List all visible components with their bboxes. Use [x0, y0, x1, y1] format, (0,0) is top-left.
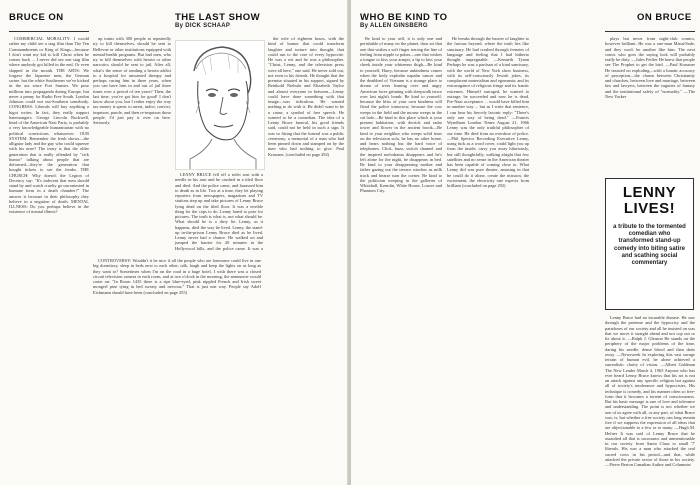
section-head-bruce-on: BRUCE ON — [9, 12, 64, 23]
article-byline: By DICK SCHAAP — [175, 23, 231, 29]
paragraph: Lenny Bruce had an incurable disease. He saw through the pretense and the hypocrisy and the paradoxes of our society and all he insisted on was that we move it straight ahead and not cop out or lie about it. —Ralph J. Gleason He stands on the periphery of the major problems of the time, daring his needle, dense blood and then darts away. —Newsweek In exploring this vast savage terrain of human evil, he alone achieved a surrealistic clarity of vision. —Albert Goldman The New Leader March 4, 1965 Anyone who has ever heard Lenny Bruce knows that his art is not an attack against any specific religion but against all of society's intolerance and hypocrisies. His technique is comedy, and his manner often so free-form that it becomes a torrent of consciousness. But his basic message is one of love and tolerance and understanding. The point is not whether we one of us agree with all, or any part, of what Bruce was; is, but whether a free society can long remain free if we suppress the expression of all ideas that are objectionable to a few or to many. —Hugh M. Hefner It was said of Lenny Bruce that he assaulted all that is sacrosanct and unmentionable in our society from Santa Claus to small '7' liberals. His was a man who attacked the real sacred cows in his period—and that, while attacked the private sector of those in his society. —Pierre Berton Canadian Author and Columnist — [605, 315, 695, 467]
section-head-on-bruce: ON BRUCE — [637, 12, 692, 23]
show-text-column-1-bottom — [175, 172, 263, 252]
rule — [9, 31, 89, 32]
bruce-text-column-2-bottom — [93, 258, 261, 476]
paragraph: the wife of eighteen hours, with the kind of humor that could transform laughter and torture into thought, that could run to the core of every hypocrite. He was a wit and he was a philosopher. "Christ, Lenny, and the television press were all here," one said. He never sold out, not even to his friends. He thought that the premise situated in his support, signed by Reinhold Niebuhr and Elizabeth Taylor and almost everyone in between—Lenny could have done something with that image—was ridiculous. He wanted nothing to do with it. He didn't want to be a cause, a symbol of free speech. He wanted to be a comedian. The idea of a Lenny Bruce funeral, his good friends said, could not be held in such a sign. It was so fitting that the funeral was a public ceremony, a memorial of a man who had been pinned down and stamped on by the men who had nothing to give. Paul Krassner, (concluded on page 292) — [268, 36, 344, 157]
tributes-column-2-top — [605, 36, 695, 174]
paragraph: up trains with 300 people at repeatedly try to kill themselves, should be sent to Bellevue or other institutions equipped with mental-health programs. But bad men, who try to kill themselves with heroin or other narcotics should be sent to jail. After all, what's the sense of sending a heroin addict to a hospital for unwanted therapy and perhaps curing him in three years, when you can have him in and out of jail three times over a period of ten years? Then, the last time, you've got him for good! I don't know about you, but I rather enjoy the way tax money is spent: to arrest, indict, convict, imprison, parole, and then re-imprison those people. I'd just pay it over on here. Seriously. — [93, 36, 171, 125]
bruce-text-column-1 — [9, 36, 89, 476]
paragraph: COMMERCIAL MORALITY: I would rather my child see a stag film than The Ten Commandments or King of Kings—because I don't want my kid to kill Christ when he comes back ... I never did see one stag film where anybody got killed in the end. Or even slapped in the mouth. THE ARTS: We forgave the Japanese men, the German swine, but the white Southerner we've kicked in the ass since Fort Sumter. We pour millions into propaganda during Europe, but never a penny for Radio Free South. Lyndon Johnson could not out-Southern somebody. CONGRESS: Liberals will buy anything a bigot writes. In fact, they really support hatemongers. George Lincoln Rockwell, head of the American Nazi Party, is probably a very knowledgeable humanitarian with no political convictions whatsoever. OUR SYSTEM: Remember the fresh shows—the alligator lady and the guy who could squeeze with his nose? The irony is that the older generation that is really offended by "sick humor" talking about people that are deformed—they're the generation that bought tickets to see the freaks. THE CHURCH: Why doesn't the Legion of Decency say: "It's indecent that men should stand by and watch cruelty go uncontested in humane form in a death chamber?" The answer is because in their philosophy they believe in a negation of death. MENTAL ILLNESS: Do you perhaps believe in the existence of mental illness? — [9, 36, 89, 215]
paragraph: LENNY BRUCE fell off a toilet seat with a needle in his arm and he crashed in a tiled floor and died. And the police came, and harassed him to death as in life. Two at a time, they let playing reporters from newspapers, magazines and TV stations step up and take pictures of Lenny Bruce lying dead on the tiled floor. It was a terrible thing for the cops to do. Lenny hated to pose for pictures. The truth is what is, not what should be. What should be is a dirty lie. Lenny, as it happens, died the way he lived. Lenny, the stand-up in-the-prison Lenny Bruce died as he lived. Lenny never had a chance. He walked on and jumped the barrier for 20 minutes in the Hollywood hills, and the police came. It was a — [175, 172, 263, 251]
poem-byline: By ALLEN GINSBERG — [360, 23, 428, 29]
poem-title: WHO BE KIND TO — [360, 12, 448, 23]
poem-column — [360, 36, 442, 476]
paragraph: He breaks through the barrier of laughter to the furious beyond, where the truth lies like sanctuary. He had crashed through frenzies of language and feeling that I had hitherto thought impregnable. —Kenneth Tynan Perhaps he was a partisan of a kind sanctuary, with the world of New York show business, with its self-consciously Jewish jokes, its complacent materialism and egomania; and its extravagance of religious fringe and its frantic extremes. Himself outraged, he wanted to outrage; he succeeded and now he is dead. Pre-Nazi acceptance ... would have killed him in another way ... but as I write that sentence, I can hear his fiercely laconic reply: "There's only one way of being dead." —Francis Wyndham London Times August 21, 1966 Lenny was the only truthful philosopher of our time. He died from an overdose of police. —Phil Spector Recording Executive Lenny, using fuck as a word cover, could light you up from the inside, carry you away hilariously, but still thoughtfully, walking alright that few satellites and no sense in the American theater has been capable of coming close to. What Lenny did was pure theater, amusing in that he could do it alone, create the mission, the excitement, the electricity one expects from brilliant (concluded on page 292) — [447, 36, 529, 188]
tributes-column-2-bottom — [605, 315, 695, 476]
paragraph: CONTROVERSY: Wouldn't it be nice if all the people who are lonesome could live in one big dormitory, sleep in beds next to each other, talk, laugh and keep the lights on as long as they want to? Sometimes when I'm on the road in a huge hotel, I wish there was a closed circuit television camera in each room, and at two o'clock in the morning, the announcer would come on: "In Room 1435 there is a ripe blue-eyed, pink nippled French and Irish sweet mongrel pine tying in bed sweaty and nervous." That is just one way. People say Adolf Eichmann should have been (concluded on page 255) — [93, 258, 261, 295]
bruce-text-column-2 — [93, 36, 171, 251]
tributes-column-1 — [447, 36, 529, 476]
title-box — [605, 178, 694, 310]
box-subhead: a tribute to the tormented comedian who transformed stand-up comedy into biting satire and scathing social commentary — [613, 224, 686, 267]
box-headline: LENNY LIVES! — [622, 184, 677, 217]
paragraph: plays but never from night-club comics, however brilliant. He was a one-man Marat/Sade, and they won't be another like him. The next comic who goes the saying luck will probably really be dirty. —Jules Feiffer He knew that people see The Prophet to get the bird. —Paul Krassner He insisted on exploding—with a lunatic accuracy of perception—the chasm between Christianity and churches, between love and marriage, between law and lawyers, between the vagaries of fantasy and the institutional safety of "normality." —The New Yorker — [605, 36, 695, 99]
paragraph: Be kind to your self, it is only one and perishable of many on the planet, thou art that one that wishes a soft finger tracing the line of feeling from nipple to pubes—one that wishes a tongue to kiss your armpit, a lip to kiss your cheek inside your whiteness thigh—Be kind to yourself, Harry, because unkindness comes when the body explodes napalm cancer and the deathbed of Vietnam is a strange place to dream of trees leaning over and angry American faces grinning with sleepwalk terror over last night's bomb. Be kind to yourself, because the bliss of your own kindness will flood the police tomorrow, because the cow weeps in the field and the mouse weeps in the cat hole—Be kind to this place which is your present habitation, with derrick and radar tower and flower in the ancient brook—Be kind to your neighbor who weeps solid tears on the television sofa, he has no other home, and hears nothing but the hard voice of telephones. Click, buzz, switch channel and the inspired melodrama disappears and he's left alone for the night, he disappears in bed. Be kind to your disappearing mother and father gazing out the terrace window as milk truck and hearse turn the corner. Be kind to the politician weeping in the galleries of Whitehall, Kremlin, White House, Louvre and Phantom City. — [360, 36, 442, 194]
lenny-bruce-portrait-sketch — [175, 40, 265, 170]
rule — [605, 31, 695, 32]
article-title: THE LAST SHOW — [175, 12, 261, 23]
show-text-column-2 — [268, 36, 344, 476]
